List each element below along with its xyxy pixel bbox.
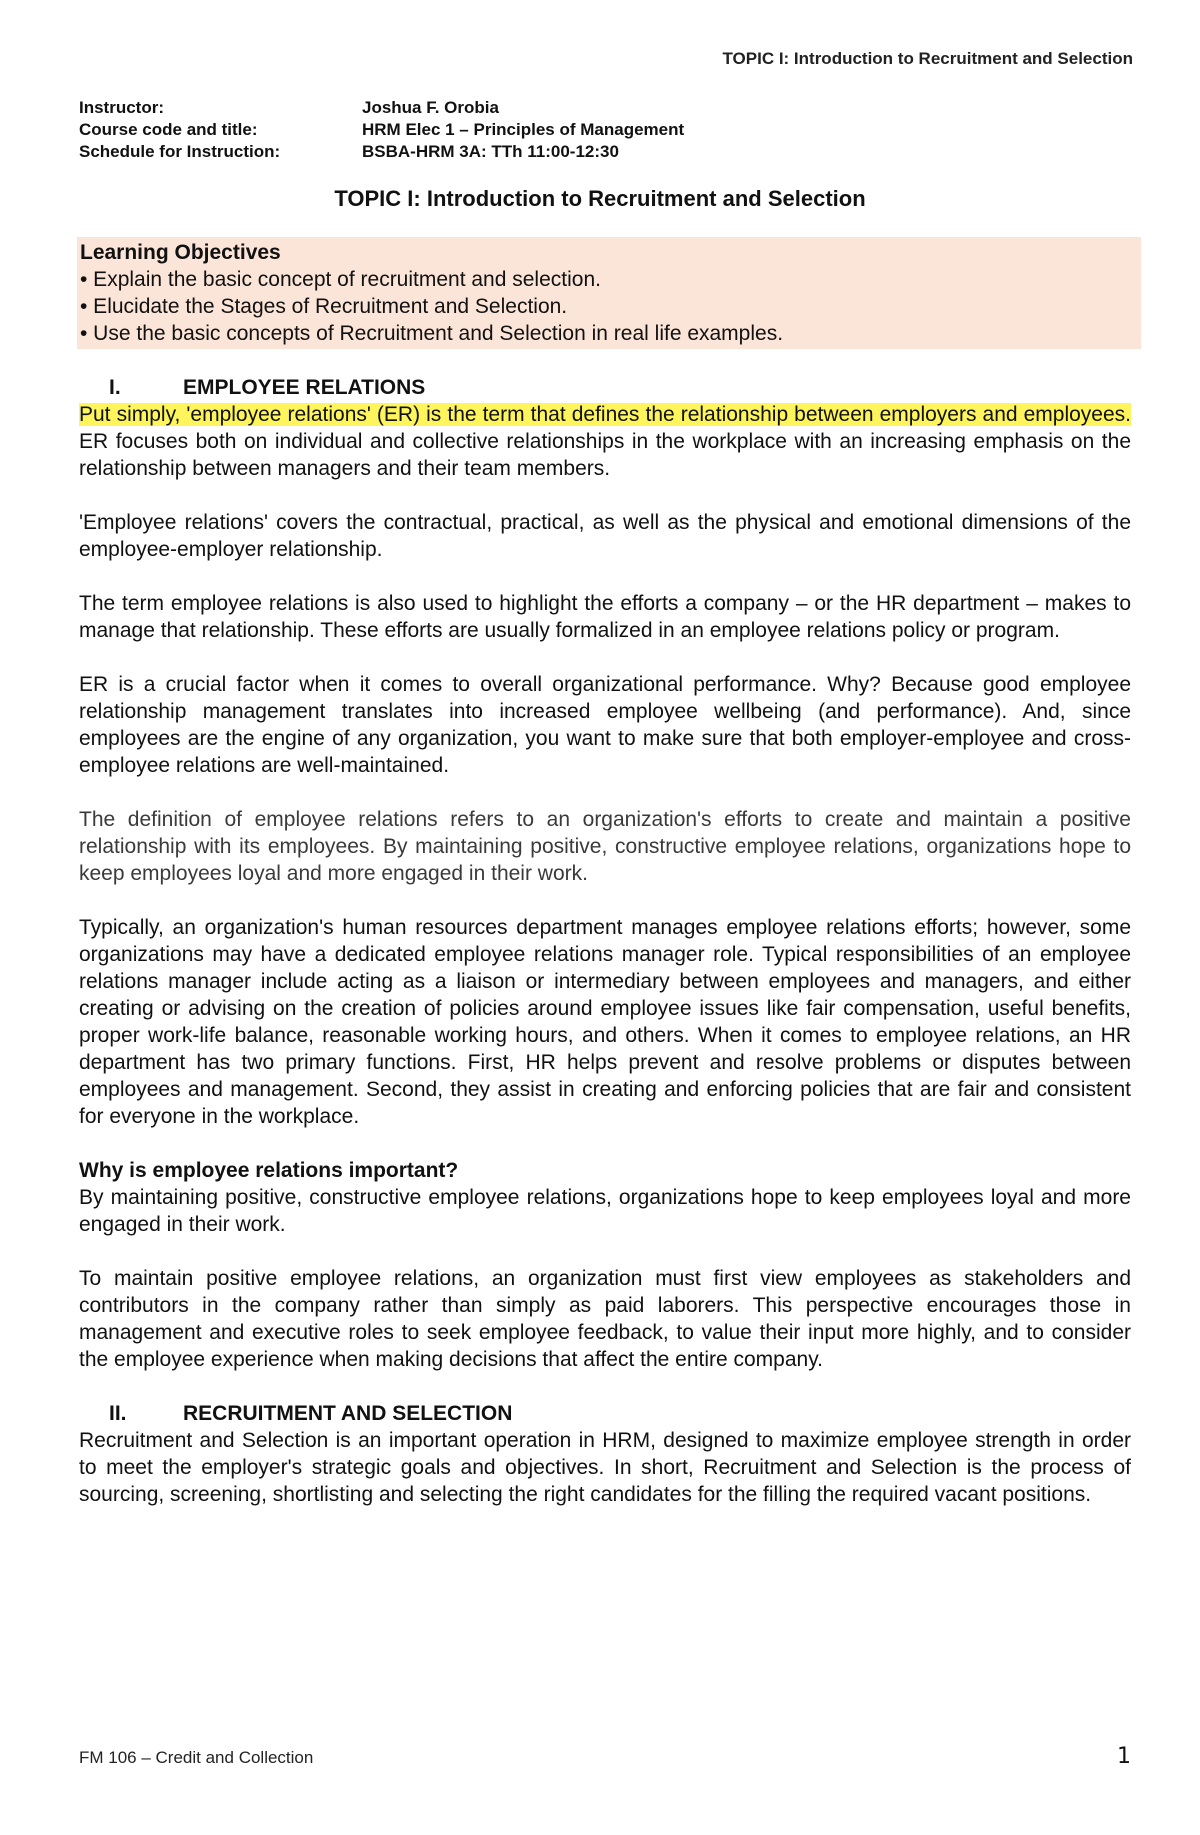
document-title: TOPIC I: Introduction to Recruitment and Selection [334,186,866,211]
objectives-heading: Learning Objectives [80,241,281,264]
section-heading-employee-relations [79,374,1131,401]
footer-course: FM 106 – Credit and Collection [79,1748,314,1767]
section-number: II. [109,1402,127,1425]
section-title: RECRUITMENT AND SELECTION [183,1402,513,1425]
meta-row-instructor [79,97,684,119]
running-header: TOPIC I: Introduction to Recruitment and Selection [722,49,1133,68]
section-heading-recruitment-selection [79,1400,1131,1427]
meta-row-schedule [79,141,684,163]
paragraph: Recruitment and Selection is an important operation in HRM, designed to maximize employee strength in order to meet the employer's strategic goals and objectives. In short, Recruitment and Selection is the process of sourcing, screening, shortlisting and selecting the right candidates for the filling the required vacant positions. [79,1429,1131,1506]
paragraph: Typically, an organization's human resources department manages employee relations efforts; however, some organizations may have a dedicated employee relations manager role. Typical responsibilities of an employee relations manager include acting as a liaison or intermediary between employees and managers, and either creating or advising on the creation of policies around employee issues like fair compensation, useful benefits, proper work-life balance, reasonable working hours, and others. When it comes to employee relations, an HR department has two primary functions. First, HR helps prevent and resolve problems or disputes between employees and management. Second, they assist in creating and enforcing policies that are fair and consistent for everyone in the workplace. [79,916,1131,1128]
paragraph: ER is a crucial factor when it comes to overall organizational performance. Why? Because good employee relationship management translates into increased employee wellbeing (and performance). And, since employees are the engine of any organization, you want to make sure that both employer-employee and cross-employee relations are well-maintained. [79,673,1131,777]
section-number: I. [109,376,121,399]
meta-value: BSBA-HRM 3A: TTh 11:00-12:30 [362,142,619,161]
paragraph: 'Employee relations' covers the contractual, practical, as well as the physical and emotional dimensions of the employee-employer relationship. [79,511,1131,561]
course-meta [79,97,684,163]
paragraph [79,401,1131,482]
meta-label: Instructor: [79,98,164,117]
paragraph: To maintain positive employee relations, an organization must first view employees as stakeholders and contributors in the company rather than simply as paid laborers. This perspective encourages those in management and executive roles to seek employee feedback, to value their input more highly, and to consider the employee experience when making decisions that affect the entire company. [79,1267,1131,1371]
meta-value: Joshua F. Orobia [362,98,499,117]
paragraph-text: ER focuses both on individual and collective relationships in the workplace with an increasing emphasis on the relationship between managers and their team members. [79,430,1131,480]
meta-row-course [79,119,684,141]
objective-item: • Explain the basic concept of recruitment and selection. [80,268,601,291]
section-title: EMPLOYEE RELATIONS [183,376,426,399]
objective-item: • Use the basic concepts of Recruitment and Selection in real life examples. [80,322,784,345]
paragraph: The definition of employee relations refers to an organization's efforts to create and maintain a positive relationship with its employees. By maintaining positive, constructive employee relations, organizations hope to keep employees loyal and more engaged in their work. [79,808,1131,885]
objective-item: • Elucidate the Stages of Recruitment and Selection. [80,295,568,318]
paragraph: The term employee relations is also used to highlight the efforts a company – or the HR department – makes to manage that relationship. These efforts are usually formalized in an employee relations policy or program. [79,592,1131,642]
meta-label: Schedule for Instruction: [79,142,281,161]
page-number: 1 [1117,1744,1131,1769]
document-body [79,374,1131,1508]
highlighted-text: Put simply, 'employee relations' (ER) is the term that defines the relationship between employers and employees. [79,403,1131,426]
meta-value: HRM Elec 1 – Principles of Management [362,120,685,139]
meta-label: Course code and title: [79,120,258,139]
subheading-why-important: Why is employee relations important? [79,1159,459,1182]
paragraph: By maintaining positive, constructive employee relations, organizations hope to keep employees loyal and more engaged in their work. [79,1186,1131,1236]
learning-objectives-box [77,237,1141,349]
